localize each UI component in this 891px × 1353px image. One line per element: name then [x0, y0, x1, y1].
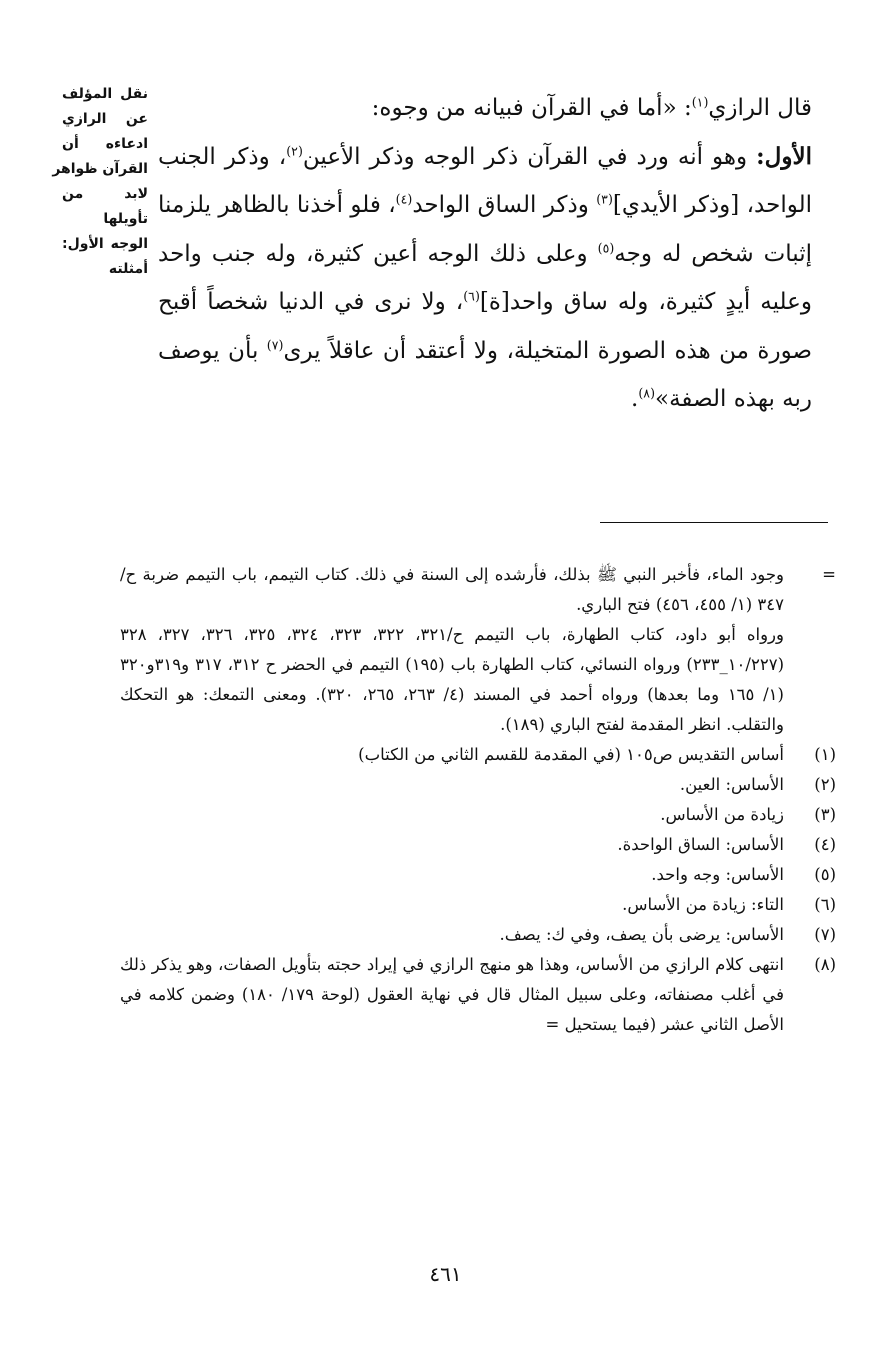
footnote-item — [120, 950, 836, 1040]
margin-note-line: نقل المؤلف — [62, 86, 148, 102]
first-aspect-heading: الأول: — [756, 142, 812, 170]
footnote-item — [120, 830, 836, 860]
footnote-ref: (١) — [691, 94, 709, 110]
footnote-text: زيادة من الأساس. — [660, 805, 784, 824]
footnote-divider — [600, 522, 828, 523]
body-text: وهو أنه ورد في القرآن ذكر الوجه وذكر الأعين — [302, 143, 757, 170]
footnote-ref: (٤) — [395, 191, 413, 207]
footnote-ref: (٦) — [463, 288, 480, 304]
footnote-number: (١) — [814, 745, 836, 764]
footnote-ref: (٣) — [596, 191, 613, 207]
body-text: . — [631, 386, 639, 412]
footnote-ref: (٨) — [638, 385, 656, 401]
body-text: ، فلو أخذنا بالظاهر يلزمنا إثبات شخص له وجه — [158, 192, 812, 267]
footnote-number: (٥) — [814, 865, 836, 884]
footnote-text: انتهى كلام الرازي من الأساس، وهذا هو منهج الرازي في إيراد حجته بتأويل الصفات، وهو يذكر ذلك في أغلب مصنفاته، وعلى سبيل المثال قال في نهاية العقول (لوحة ١٧٩/ ١٨٠) وضمن كلامه في الأصل الثاني عشر (فيما يستحيل = — [120, 955, 784, 1034]
footnote-number: (٤) — [814, 835, 836, 854]
footnote-number: (٦) — [814, 895, 836, 914]
margin-note — [52, 82, 148, 282]
footnote-number: (٢) — [814, 775, 836, 794]
body-text: ، ولا نرى في الدنيا شخصاً أقبح صورة من هذه الصورة المتخيلة، ولا أعتقد أن عاقلاً يرى — [158, 289, 813, 364]
main-text — [158, 84, 834, 424]
footnote-number: (٨) — [814, 955, 836, 974]
continuation-paragraph: ورواه أبو داود، كتاب الطهارة، باب التيمم ح/٣٢١، ٣٢٢، ٣٢٣، ٣٢٤، ٣٢٥، ٣٢٦، ٣٢٧، ٣٢٨ (١٠/٢٢٧_٢٣٣) ورواه النسائي، كتاب الطهارة باب (١٩٥) التيمم في الحضر ح ٣١٢، ٣١٧ و٣١٩و٣٢٠ (١/ ١٦٥ وما بعدها) ورواه أحمد في المسند (٤/ ٢٦٣، ٢٦٥، ٣٢٠). ومعنى التمعك: هو التحكك والتقلب. انظر المقدمة لفتح الباري (١٨٩). — [120, 625, 784, 734]
footnote-item — [120, 770, 836, 800]
body-text: ، وذكر الجنب الواحد، [وذكر الأيدي] — [158, 143, 812, 218]
intro-quote: : «أما في القرآن فبيانه من وجوه: — [371, 95, 692, 121]
footnote-ref: (٥) — [597, 239, 615, 255]
footnote-text: أساس التقديس ص١٠٥ (في المقدمة للقسم الثاني من الكتاب) — [358, 745, 784, 764]
footnote-number: (٧) — [814, 925, 836, 944]
margin-note-line: ادعاءه أن — [62, 136, 148, 152]
paragraph-first-aspect — [158, 133, 834, 424]
margin-note-line: لابد من — [62, 186, 148, 202]
footnote-ref: (٢) — [286, 142, 303, 158]
margin-note-line: القرآن ظواهر — [52, 161, 148, 177]
footnote-text: التاء: زيادة من الأساس. — [622, 895, 784, 914]
footnote-ref: (٧) — [266, 336, 284, 352]
footnote-text: الأساس: الساق الواحدة. — [617, 835, 784, 854]
margin-note-line: تأويلها — [103, 211, 148, 227]
footnote-text: الأساس: وجه واحد. — [651, 865, 784, 884]
body-text: وعلى ذلك الوجه أعين كثيرة، وله جنب واحد وعليه أيدٍ كثيرة، وله ساق واحد[ة] — [158, 240, 812, 315]
footnote-text: الأساس: يرضى بأن يصف، وفي ك: يصف. — [499, 925, 784, 944]
footnote-continuation — [120, 560, 836, 740]
footnote-item — [120, 890, 836, 920]
intro-text: قال الرازي — [708, 95, 812, 121]
footnote-number: (٣) — [814, 805, 836, 824]
page-number: ٤٦١ — [429, 1262, 462, 1286]
continuation-mark: = — [822, 565, 836, 584]
footnote-item — [120, 740, 836, 770]
footnote-text: الأساس: العين. — [679, 775, 784, 794]
footnote-item — [120, 860, 836, 890]
body-text: وذكر الساق الواحد — [412, 192, 597, 218]
footnote-item — [120, 800, 836, 830]
margin-note-line: عن الرازي — [62, 111, 148, 127]
paragraph-intro — [158, 84, 834, 133]
margin-note-line: أمثلته — [108, 261, 148, 277]
footnote-item — [120, 920, 836, 950]
body-text: بأن يوصف ربه بهذه الصفة» — [158, 337, 812, 412]
footnotes — [120, 560, 836, 1040]
continuation-paragraph: وجود الماء، فأخبر النبي ﷺ بذلك، فأرشده إلى السنة في ذلك. كتاب التيمم، باب التيمم ضربة ح/٣٤٧ (١/ ٤٥٥، ٤٥٦) فتح الباري. — [120, 565, 784, 614]
margin-note-line: الوجه الأول: — [62, 236, 148, 252]
